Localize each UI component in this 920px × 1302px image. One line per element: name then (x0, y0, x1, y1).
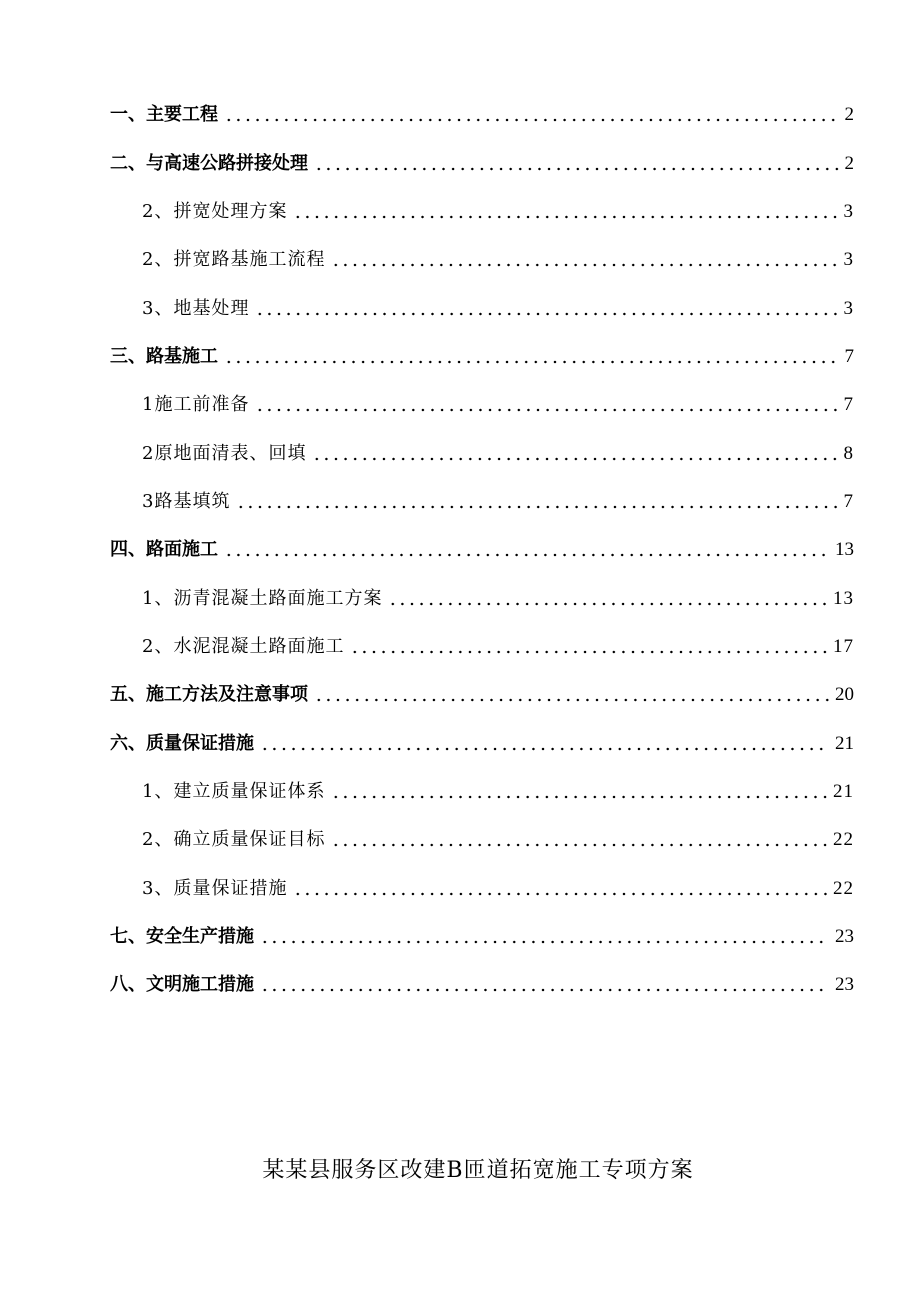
toc-dot-leader (331, 263, 837, 267)
toc-entry[interactable] (0, 290, 920, 320)
toc-entry-page: 7 (843, 491, 854, 512)
toc-dot-leader (312, 457, 837, 461)
toc-entry-page: 2 (844, 153, 854, 174)
toc-dot-leader (255, 408, 837, 412)
toc-entry-label: 1施工前准备 (142, 394, 250, 415)
toc-entry-label: 2、拼宽路基施工流程 (142, 249, 326, 270)
toc-entry-page: 21 (835, 733, 854, 754)
toc-entry-page: 13 (833, 588, 854, 609)
toc-entry-label: 2、确立质量保证目标 (142, 829, 326, 850)
toc-dot-leader (293, 892, 827, 896)
toc-entry-label: 二、与高速公路拼接处理 (110, 153, 308, 174)
toc-entry[interactable] (0, 725, 920, 755)
toc-dot-leader (331, 843, 827, 847)
toc-entry-label: 五、施工方法及注意事项 (110, 684, 308, 705)
toc-dot-leader (388, 602, 827, 606)
toc-entry-page: 22 (833, 878, 854, 899)
toc-entry-page: 17 (833, 636, 854, 657)
toc-dot-leader (293, 215, 837, 219)
toc-dot-leader (236, 505, 837, 509)
toc-entry-label: 2、水泥混凝土路面施工 (142, 636, 345, 657)
toc-dot-leader (224, 118, 839, 122)
toc-entry[interactable] (0, 628, 920, 658)
toc-entry-page: 23 (835, 926, 854, 947)
toc-dot-leader (260, 940, 829, 944)
toc-entry[interactable] (0, 193, 920, 223)
toc-entry-label: 四、路面施工 (110, 539, 218, 560)
toc-entry-label: 3、质量保证措施 (142, 878, 288, 899)
toc-entry[interactable] (0, 580, 920, 610)
toc-entry-page: 2 (844, 104, 854, 125)
toc-entry[interactable] (0, 870, 920, 900)
toc-dot-leader (260, 988, 829, 992)
toc-entry-page: 7 (843, 394, 854, 415)
toc-entry[interactable] (0, 96, 920, 126)
document-title: 某某县服务区改建B匝道拓宽施工专项方案 (262, 1158, 694, 1183)
toc-entry-label: 七、安全生产措施 (110, 926, 254, 947)
toc-entry[interactable] (0, 241, 920, 271)
toc-entry-label: 一、主要工程 (110, 104, 218, 125)
toc-entry-page: 7 (844, 346, 854, 367)
toc-entry-page: 21 (833, 781, 854, 802)
toc-entry[interactable] (0, 386, 920, 416)
toc-entry-label: 1、建立质量保证体系 (142, 781, 326, 802)
toc-entry[interactable] (0, 531, 920, 561)
toc-dot-leader (350, 650, 827, 654)
toc-entry-page: 13 (835, 539, 854, 560)
toc-entry-label: 2、拼宽处理方案 (142, 201, 288, 222)
toc-entry-page: 3 (843, 298, 854, 319)
toc-entry[interactable] (0, 435, 920, 465)
toc-dot-leader (260, 747, 829, 751)
toc-entry-label: 2原地面清表、回填 (142, 443, 307, 464)
toc-entry-label: 1、沥青混凝土路面施工方案 (142, 588, 383, 609)
toc-entry-label: 3、地基处理 (142, 298, 250, 319)
toc-entry-label: 八、文明施工措施 (110, 974, 254, 995)
toc-entry-label: 六、质量保证措施 (110, 733, 254, 754)
toc-dot-leader (224, 553, 829, 557)
toc-entry[interactable] (0, 483, 920, 513)
toc-entry[interactable] (0, 773, 920, 803)
toc-entry-label: 3路基填筑 (142, 491, 231, 512)
toc-entry-page: 3 (843, 201, 854, 222)
toc-entry[interactable] (0, 338, 920, 368)
toc-dot-leader (331, 795, 827, 799)
toc-dot-leader (224, 360, 839, 364)
toc-entry-page: 8 (843, 443, 854, 464)
toc-dot-leader (314, 698, 829, 702)
toc-entry-page: 23 (835, 974, 854, 995)
toc-entry-label: 三、路基施工 (110, 346, 218, 367)
toc-entry-page: 20 (835, 684, 854, 705)
toc-entry[interactable] (0, 145, 920, 175)
toc-dot-leader (255, 312, 837, 316)
toc-entry-page: 3 (843, 249, 854, 270)
toc-entry[interactable] (0, 918, 920, 948)
toc-entry-page: 22 (833, 829, 854, 850)
toc-dot-leader (314, 167, 839, 171)
toc-entry[interactable] (0, 676, 920, 706)
toc-entry[interactable] (0, 966, 920, 996)
toc-entry[interactable] (0, 821, 920, 851)
